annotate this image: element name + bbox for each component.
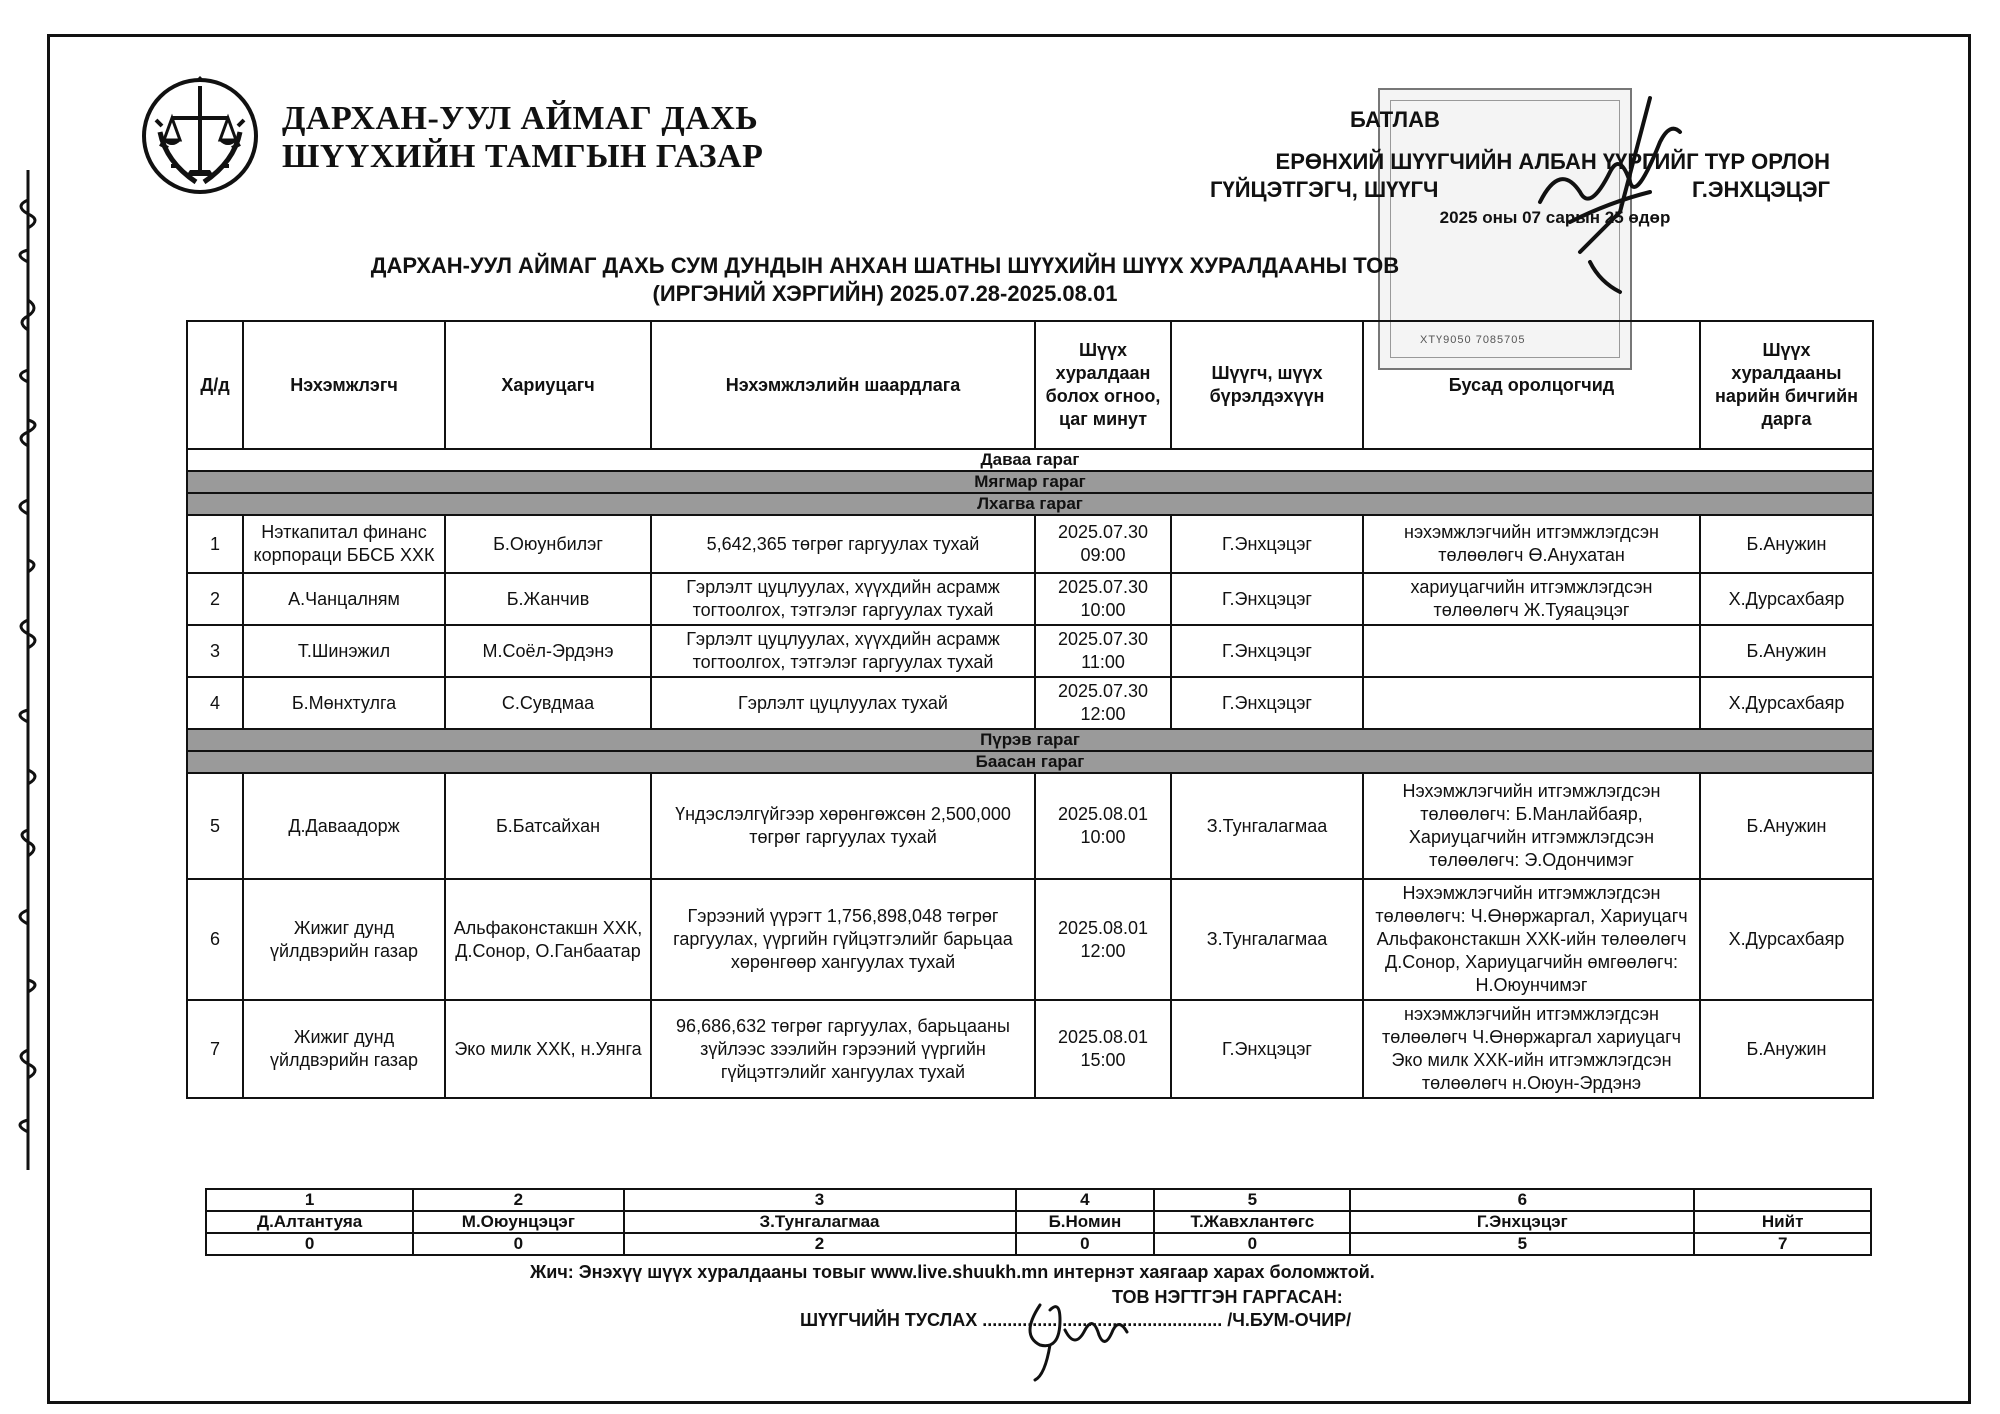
table-row xyxy=(187,879,1873,1000)
judge-cell: Г.Энхцэцэг xyxy=(1171,625,1363,677)
hearing-time: 15:00 xyxy=(1080,1050,1126,1070)
day-label: Пүрэв гараг xyxy=(187,729,1873,751)
judge-cell: Г.Энхцэцэг xyxy=(1171,515,1363,573)
totals-number: 5 xyxy=(1154,1189,1350,1211)
approval-line2-left: ГҮЙЦЭТГЭГЧ, ШҮҮГЧ xyxy=(1210,177,1439,202)
hearing-date: 2025.07.30 xyxy=(1057,577,1149,597)
plaintiff-cell: Б.Мөнхтулга xyxy=(243,677,445,729)
col-header-datetime: Шүүх хуралдаан болох огноо, цаг минут xyxy=(1035,321,1171,449)
row-number: 3 xyxy=(187,625,243,677)
clerk-cell: Б.Анужин xyxy=(1700,773,1873,879)
hearing-time: 12:00 xyxy=(1080,704,1126,724)
day-label: Баасан гараг xyxy=(187,751,1873,773)
stamp-number: ХТҮ9050 7085705 xyxy=(1420,334,1526,346)
clerk-cell: Б.Анужин xyxy=(1700,515,1873,573)
datetime-cell xyxy=(1035,515,1171,573)
title-line2: (ИРГЭНИЙ ХЭРГИЙН) 2025.07.28-2025.08.01 xyxy=(652,281,1118,306)
table-header-row xyxy=(187,321,1873,449)
datetime-cell xyxy=(1035,677,1171,729)
claim-cell: Гэрлэлт цуцлуулах, хүүхдийн асрамж тогтоолгох, тэтгэлэг гаргуулах тухай xyxy=(651,573,1035,625)
day-band-row xyxy=(187,751,1873,773)
totals-number: 1 xyxy=(206,1189,413,1211)
footer-note: Жич: Энэхүү шүүх хуралдааны товыг www.live.shuukh.mn интернэт хаягаар харах боломжтой. xyxy=(530,1262,1375,1282)
mongolian-script-margin xyxy=(0,170,50,1170)
datetime-cell xyxy=(1035,573,1171,625)
claim-cell: Үндэслэлгүйгээр хөрөнгөжсөн 2,500,000 төгрөг гаргуулах тухай xyxy=(651,773,1035,879)
title-line1: ДАРХАН-УУЛ АЙМАГ ДАХЬ СУМ ДУНДЫН АНХАН ШАТНЫ ШҮҮХИЙН ШҮҮХ ХУРАЛДААНЫ ТОВ xyxy=(370,253,1400,278)
totals-number: 6 xyxy=(1350,1189,1694,1211)
day-label: Мягмар гараг xyxy=(187,471,1873,493)
approval-label: БАТЛАВ xyxy=(1350,107,1440,132)
clerk-cell: Х.Дурсахбаяр xyxy=(1700,573,1873,625)
defendant-cell: Альфаконстакшн ХХК, Д.Сонор, О.Ганбаатар xyxy=(445,879,651,1000)
col-header-clerk: Шүүх хуралдааны нарийн бичгийн дарга xyxy=(1700,321,1873,449)
table-row xyxy=(187,773,1873,879)
other-participants-cell xyxy=(1363,625,1700,677)
assistant-signature xyxy=(1010,1285,1160,1385)
totals-judge: Г.Энхцэцэг xyxy=(1350,1211,1694,1233)
defendant-cell: Б.Батсайхан xyxy=(445,773,651,879)
totals-judge: М.Оюунцэцэг xyxy=(413,1211,623,1233)
totals-count: 2 xyxy=(624,1233,1016,1255)
other-participants-cell: нэхэмжлэгчийн итгэмжлэгдсэн төлөөлөгч Ч.Өнөржаргал хариуцагч Эко милк ХХК-ийн итгэмжлэгдсэн төлөөлөгч н.Оюун-Эрдэнэ xyxy=(1363,1000,1700,1098)
other-participants-cell: Нэхэмжлэгчийн итгэмжлэгдсэн төлөөлөгч: Б.Манлайбаяр, Хариуцагчийн итгэмжлэгдсэн төлөөлөгч: Э.Одончимэг xyxy=(1363,773,1700,879)
totals-count: 0 xyxy=(1016,1233,1155,1255)
col-header-others: Бусад оролцогчид xyxy=(1363,321,1700,449)
col-header-judge: Шүүгч, шүүх бүрэлдэхүүн xyxy=(1171,321,1363,449)
totals-number: 2 xyxy=(413,1189,623,1211)
plaintiff-cell: Д.Даваадорж xyxy=(243,773,445,879)
court-emblem-icon xyxy=(138,72,263,197)
totals-judge: Нийт xyxy=(1694,1211,1871,1233)
row-number: 1 xyxy=(187,515,243,573)
hearing-date: 2025.08.01 xyxy=(1057,917,1149,938)
hearing-date: 2025.08.01 xyxy=(1057,1027,1149,1047)
hearing-time: 10:00 xyxy=(1080,827,1126,847)
table-row xyxy=(187,515,1873,573)
defendant-cell: Б.Оюунбилэг xyxy=(445,515,651,573)
row-number: 4 xyxy=(187,677,243,729)
row-number: 2 xyxy=(187,573,243,625)
claim-cell: 96,686,632 төгрөг гаргуулах, барьцааны зүйлээс зээлийн гэрээний үүргийн гүйцэтгэлийг хангуулах тухай xyxy=(651,1000,1035,1098)
assistant-signature-line: ШҮҮГЧИЙН ТУСЛАХ ................................................ /Ч.БУМ-ОЧИР/ xyxy=(800,1310,1352,1330)
organization-name xyxy=(282,100,763,176)
hearing-date: 2025.07.30 xyxy=(1057,681,1149,701)
document-title xyxy=(260,252,1510,308)
other-participants-cell xyxy=(1363,677,1700,729)
hearing-date: 2025.07.30 xyxy=(1057,522,1149,542)
day-band-row xyxy=(187,729,1873,751)
approval-line1: ЕРӨНХИЙ ШҮҮГЧИЙН АЛБАН ҮҮРГИЙГ ТҮР ОРЛОН xyxy=(1275,149,1830,174)
totals-judge-row xyxy=(206,1211,1871,1233)
organization-line1: ДАРХАН-УУЛ АЙМАГ ДАХЬ xyxy=(282,100,759,137)
totals-number xyxy=(1694,1189,1871,1211)
day-label: Даваа гараг xyxy=(187,449,1873,471)
approval-date: 2025 оны 07 сарын 25 өдөр xyxy=(1439,208,1671,227)
plaintiff-cell: Нэткапитал финанс корпораци ББСБ ХХК xyxy=(243,515,445,573)
totals-number-row xyxy=(206,1189,1871,1211)
datetime-cell xyxy=(1035,625,1171,677)
row-number: 6 xyxy=(187,879,243,1000)
hearing-time: 10:00 xyxy=(1080,600,1126,620)
organization-line2: ШҮҮХИЙН ТАМГЫН ГАЗАР xyxy=(282,138,764,175)
table-row xyxy=(187,1000,1873,1098)
day-label: Лхагва гараг xyxy=(187,493,1873,515)
clerk-cell: Х.Дурсахбаяр xyxy=(1700,879,1873,1000)
plaintiff-cell: Т.Шинэжил xyxy=(243,625,445,677)
hearing-time: 11:00 xyxy=(1081,652,1125,672)
totals-count: 0 xyxy=(413,1233,623,1255)
clerk-cell: Б.Анужин xyxy=(1700,625,1873,677)
row-number: 7 xyxy=(187,1000,243,1098)
prepared-by-label: ТОВ НЭГТГЭН ГАРГАСАН: xyxy=(1112,1287,1343,1307)
other-participants-cell: Нэхэмжлэгчийн итгэмжлэгдсэн төлөөлөгч: Ч.Өнөржаргал, Хариуцагч Альфаконстакшн ХХК-ийн төлөөлөгч Д.Сонор, Хариуцагчийн өмгөөлөгч: Н.Оюунчимэг xyxy=(1363,879,1700,1000)
day-band-row xyxy=(187,493,1873,515)
totals-count: 7 xyxy=(1694,1233,1871,1255)
table-row xyxy=(187,625,1873,677)
plaintiff-cell: Жижиг дунд үйлдвэрийн газар xyxy=(243,1000,445,1098)
defendant-cell: Б.Жанчив xyxy=(445,573,651,625)
clerk-cell: Б.Анужин xyxy=(1700,1000,1873,1098)
defendant-cell: М.Соёл-Эрдэнэ xyxy=(445,625,651,677)
hearing-date: 2025.08.01 xyxy=(1057,804,1149,824)
datetime-cell xyxy=(1035,879,1171,1000)
claim-cell: Гэрлэлт цуцлуулах, хүүхдийн асрамж тогтоолгох, тэтгэлэг гаргуулах тухай xyxy=(651,625,1035,677)
judge-cell: Г.Энхцэцэг xyxy=(1171,1000,1363,1098)
judge-totals-table xyxy=(205,1188,1872,1256)
defendant-cell: С.Сувдмаа xyxy=(445,677,651,729)
clerk-cell: Х.Дурсахбаяр xyxy=(1700,677,1873,729)
hearing-time: 12:00 xyxy=(1080,940,1126,961)
defendant-cell: Эко милк ХХК, н.Уянга xyxy=(445,1000,651,1098)
judge-cell: З.Тунгалагмаа xyxy=(1171,773,1363,879)
hearing-time: 09:00 xyxy=(1080,545,1126,565)
table-row xyxy=(187,573,1873,625)
totals-judge: Б.Номин xyxy=(1016,1211,1155,1233)
schedule-body xyxy=(187,449,1873,1098)
claim-cell: Гэрээний үүрэгт 1,756,898,048 төгрөг гаргуулах, үүргийн гүйцэтгэлийг барьцаа хөрөнгөөр хангуулах тухай xyxy=(651,879,1035,1000)
day-band-row xyxy=(187,471,1873,493)
row-number: 5 xyxy=(187,773,243,879)
totals-judge: Т.Жавхлантөгс xyxy=(1154,1211,1350,1233)
col-header-defendant: Хариуцагч xyxy=(445,321,651,449)
totals-judge: З.Тунгалагмаа xyxy=(624,1211,1016,1233)
schedule-table xyxy=(186,320,1874,1099)
totals-count: 5 xyxy=(1350,1233,1694,1255)
claim-cell: 5,642,365 төгрөг гаргуулах тухай xyxy=(651,515,1035,573)
totals-number: 3 xyxy=(624,1189,1016,1211)
totals-count-row xyxy=(206,1233,1871,1255)
col-header-num: Д/д xyxy=(187,321,243,449)
totals-number: 4 xyxy=(1016,1189,1155,1211)
table-row xyxy=(187,677,1873,729)
totals-judge: Д.Алтантуяа xyxy=(206,1211,413,1233)
approver-signature xyxy=(1500,92,1700,302)
datetime-cell xyxy=(1035,773,1171,879)
judge-cell: Г.Энхцэцэг xyxy=(1171,573,1363,625)
plaintiff-cell: Жижиг дунд үйлдвэрийн газар xyxy=(243,879,445,1000)
hearing-date: 2025.07.30 xyxy=(1057,629,1149,649)
judge-cell: Г.Энхцэцэг xyxy=(1171,677,1363,729)
other-participants-cell: нэхэмжлэгчийн итгэмжлэгдсэн төлөөлөгч Ө.Анухатан xyxy=(1363,515,1700,573)
col-header-claim: Нэхэмжлэлийн шаардлага xyxy=(651,321,1035,449)
judge-cell: З.Тунгалагмаа xyxy=(1171,879,1363,1000)
plaintiff-cell: А.Чанцалням xyxy=(243,573,445,625)
totals-count: 0 xyxy=(1154,1233,1350,1255)
totals-count: 0 xyxy=(206,1233,413,1255)
other-participants-cell: хариуцагчийн итгэмжлэгдсэн төлөөлөгч Ж.Туяацэцэг xyxy=(1363,573,1700,625)
day-band-row xyxy=(187,449,1873,471)
approval-line2-right: Г.ЭНХЦЭЦЭГ xyxy=(1692,177,1830,202)
datetime-cell xyxy=(1035,1000,1171,1098)
col-header-plaintiff: Нэхэмжлэгч xyxy=(243,321,445,449)
claim-cell: Гэрлэлт цуцлуулах тухай xyxy=(651,677,1035,729)
